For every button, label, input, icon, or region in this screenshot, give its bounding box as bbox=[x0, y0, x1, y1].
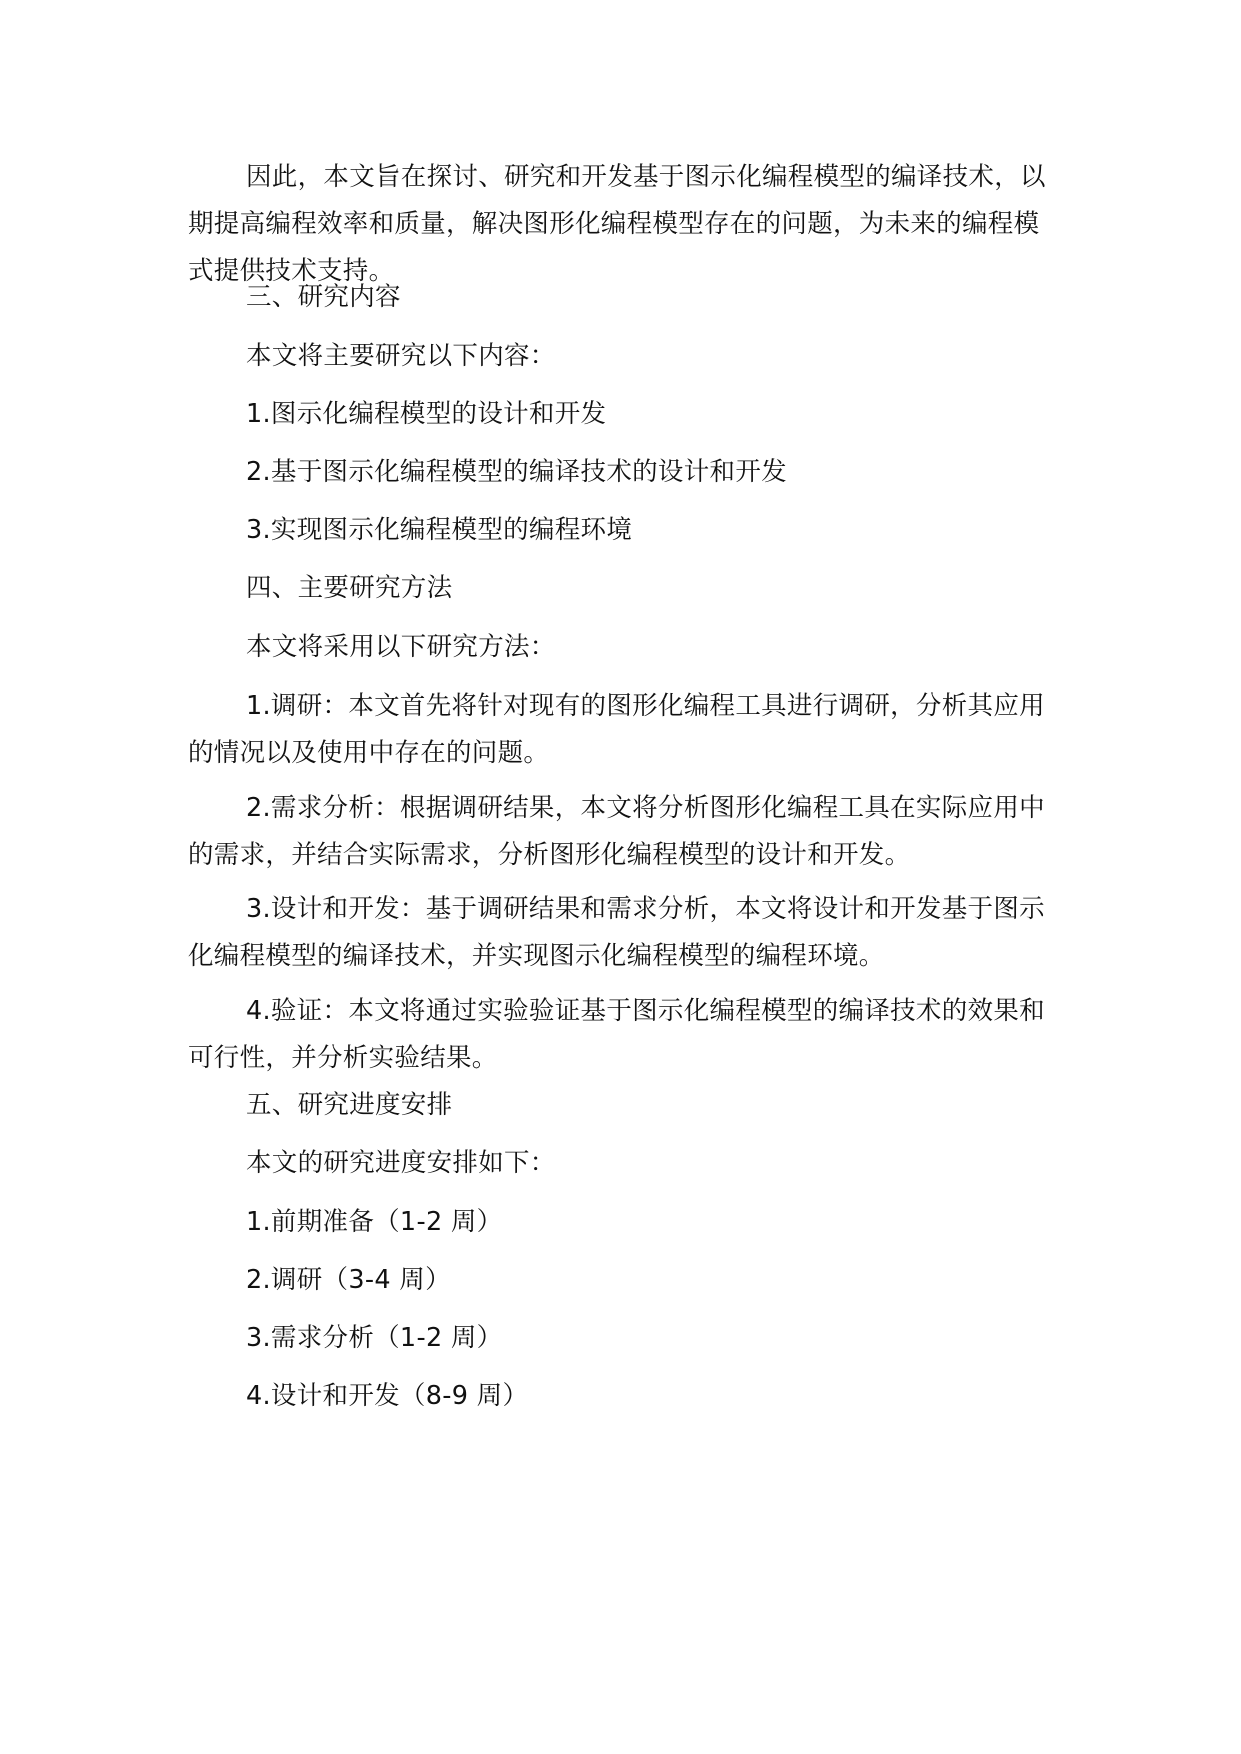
paragraph-content-intro: 本文将主要研究以下内容： bbox=[246, 341, 556, 371]
list-item-method-3: 3.设计和开发：基于调研结果和需求分析，本文将设计和开发基于图示化编程模型的编译技术，并实现图示化编程模型的编程环境。 bbox=[188, 894, 1045, 971]
list-item-content-3: 3.实现图示化编程模型的编程环境 bbox=[246, 515, 633, 545]
heading-schedule: 五、研究进度安排 bbox=[246, 1090, 453, 1120]
list-item-schedule-3: 3.需求分析（1-2 周） bbox=[246, 1323, 503, 1353]
paragraph-methods-intro: 本文将采用以下研究方法： bbox=[246, 632, 556, 662]
list-item-content-2: 2.基于图示化编程模型的编译技术的设计和开发 bbox=[246, 457, 787, 487]
list-item-schedule-4: 4.设计和开发（8-9 周） bbox=[246, 1381, 529, 1411]
paragraph-schedule-intro: 本文的研究进度安排如下： bbox=[246, 1148, 556, 1178]
heading-research-content: 三、研究内容 bbox=[246, 282, 401, 312]
list-item-method-1: 1.调研：本文首先将针对现有的图形化编程工具进行调研，分析其应用的情况以及使用中存在的问题。 bbox=[188, 691, 1045, 768]
paragraph-purpose: 因此，本文旨在探讨、研究和开发基于图示化编程模型的编译技术，以期提高编程效率和质量，解决图形化编程模型存在的问题，为未来的编程模式提供技术支持。 bbox=[188, 162, 1046, 286]
list-item-schedule-2: 2.调研（3-4 周） bbox=[246, 1265, 451, 1295]
list-item-method-2: 2.需求分析：根据调研结果，本文将分析图形化编程工具在实际应用中的需求，并结合实际需求，分析图形化编程模型的设计和开发。 bbox=[188, 793, 1045, 870]
list-item-method-4: 4.验证：本文将通过实验验证基于图示化编程模型的编译技术的效果和可行性，并分析实验结果。 bbox=[188, 996, 1045, 1073]
list-item-content-1: 1.图示化编程模型的设计和开发 bbox=[246, 399, 607, 429]
heading-research-methods: 四、主要研究方法 bbox=[246, 573, 453, 603]
list-item-schedule-1: 1.前期准备（1-2 周） bbox=[246, 1207, 503, 1237]
